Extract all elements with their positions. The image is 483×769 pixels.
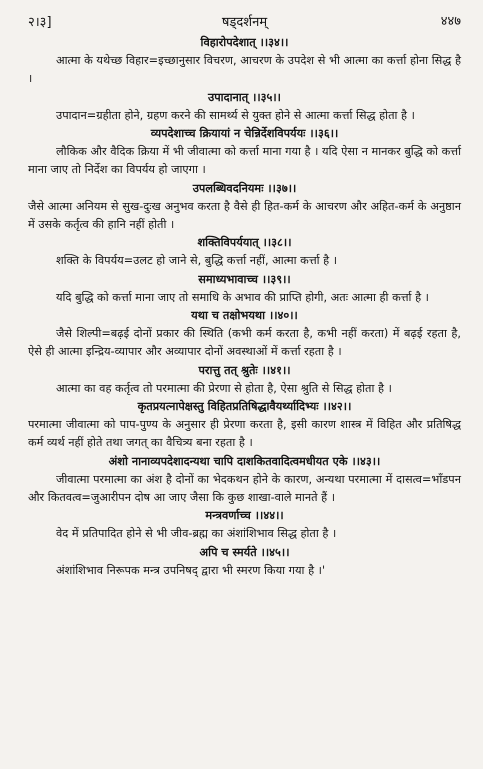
commentary-paragraph: उपादान=ग्रहीता होने, ग्रहण करने की सामर्थ्य से युक्त होने से आत्मा कर्त्ता सिद्ध होता है । [56, 108, 415, 122]
sutra-heading: समाध्यभावाच्च ।।३९।। [198, 272, 291, 286]
running-title: षड्दर्शनम् [221, 15, 268, 30]
commentary-paragraph: जीवात्मा परमात्मा का अंश है दोनों का भेदकथन होने के कारण, अन्यथा परमात्मा में दासत्व=भाँडपन और कितवत्व=जुआरीपन दोष आ जाए जैसा कि कुछ शाखा-वाले मानते हैं । [28, 472, 461, 505]
page-number: ४४७ [440, 14, 461, 29]
page-header [28, 8, 461, 34]
sutra-heading: उपलब्धिवदनियमः ।।३७।। [192, 181, 297, 195]
sutra-heading: अपि च स्मर्यते ।।४५।। [199, 545, 290, 559]
sutra-heading: कृतप्रयत्नापेक्षस्तु विहितप्रतिषिद्धावैयर्थ्यादिभ्यः ।।४२।। [137, 400, 352, 414]
commentary-paragraph: लौकिक और वैदिक क्रिया में भी जीवात्मा को कर्त्ता माना गया है । यदि ऐसा न मानकर बुद्धि को कर्त्ता माना जाए तो निर्देश का विपर्यय हो जाएगा । [28, 145, 461, 177]
commentary-paragraph: जैसे आत्मा अनियम से सुख-दुःख अनुभव करता है वैसे ही हित-कर्म के आचरण और अहित-कर्म के अनुष्ठान में उसके कर्तृत्व की हानि नहीं होती । [28, 199, 461, 232]
commentary-paragraph: जैसे शिल्पी=बढ़ई दोनों प्रकार की स्थिति (कभी कर्म करता है, कभी नहीं करता) में बढ़ई रहता है, ऐसे ही आत्मा इन्द्रिय-व्यापार और अव्यापार दोनों अवस्थाओं में कर्त्ता रहता है । [28, 327, 461, 359]
sutra-heading: यथा च तक्षोभयथा ।।४०।। [191, 309, 298, 323]
page-content [28, 34, 461, 580]
commentary-paragraph: परमात्मा जीवात्मा को पाप-पुण्य के अनुसार ही प्रेरणा करता है, इसी कारण शास्त्र में विहित और प्रतिषिद्ध कर्म व्यर्थ नहीं होते तथा जगत् का वैचित्र्य बना रहता है । [28, 418, 461, 450]
sutra-heading: विहारोपदेशात् ।।३४।। [200, 36, 289, 49]
sutra-heading: परात्तु तत् श्रुतेः ।।४१।। [198, 363, 291, 377]
commentary-paragraph: आत्मा के यथेच्छ विहार=इच्छानुसार विचरण, आचरण के उपदेश से भी आत्मा का कर्त्ता होना सिद्ध है । [28, 54, 461, 86]
commentary-paragraph: शक्ति के विपर्यय=उलट हो जाने से, बुद्धि कर्त्ता नहीं, आत्मा कर्त्ता है । [56, 254, 338, 268]
commentary-paragraph: यदि बुद्धि को कर्त्ता माना जाए तो समाधि के अभाव की प्राप्ति होगी, अतः आत्मा ही कर्त्ता है । [56, 290, 429, 304]
sutra-heading: अंशो नानाव्यपदेशादन्यथा चापि दाशकितवादित्वमधीयत एके ।।४३।। [108, 454, 381, 468]
chapter-reference: २।३] [28, 15, 52, 30]
sutra-heading: शक्तिविपर्ययात् ।।३८।। [197, 236, 292, 250]
sutra-heading: उपादानात् ।।३५।। [208, 90, 281, 104]
commentary-paragraph: आत्मा का वह कर्तृत्व तो परमात्मा की प्रेरणा से होता है, ऐसा श्रुति से सिद्ध होता है । [56, 381, 392, 395]
sutra-heading: मन्त्रवर्णाच्च ।।४४।। [205, 509, 284, 523]
commentary-paragraph: अंशांशिभाव निरूपक मन्त्र उपनिषद् द्वारा भी स्मरण किया गया है ।' [56, 563, 326, 577]
sutra-heading: व्यपदेशाच्च क्रियायां न चेन्निर्देशविपर्ययः ।।३६।। [150, 127, 339, 141]
commentary-paragraph: वेद में प्रतिपादित होने से भी जीव-ब्रह्म का अंशांशिभाव सिद्ध होता है । [56, 527, 337, 541]
